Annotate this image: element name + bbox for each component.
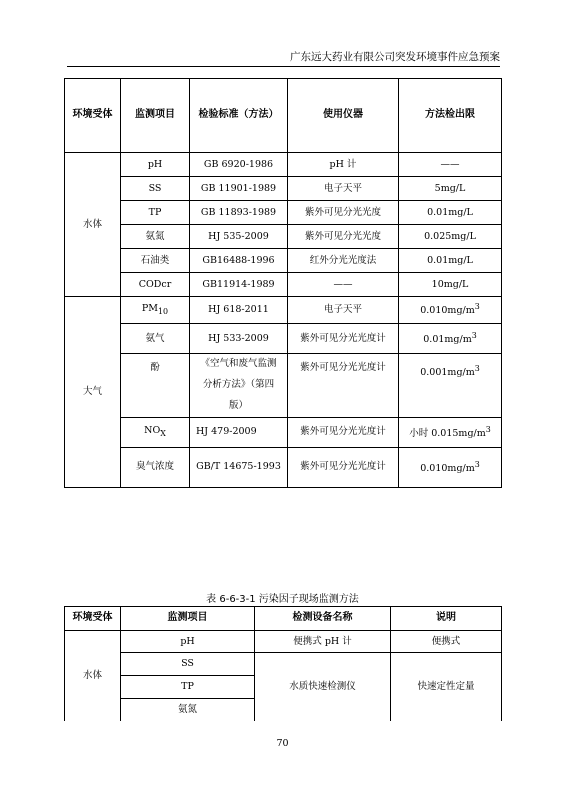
- cell: GB11914-1989: [190, 273, 288, 297]
- cell: 氨氮: [121, 225, 190, 249]
- col-header: 监测项目: [121, 79, 190, 153]
- cell: 《空气和废气监测分析方法》（第四版）: [190, 354, 288, 418]
- cell: [121, 417, 190, 447]
- cell: 氨氮: [121, 699, 255, 721]
- limit-value: 0.01mg/m: [423, 334, 472, 346]
- limit-superscript: 3: [474, 364, 480, 373]
- col-header: 环境受体: [65, 79, 121, 153]
- page-number: 70: [276, 738, 289, 749]
- cell: 电子天平: [288, 177, 399, 201]
- table-row: [65, 249, 502, 273]
- nox-subscript: X: [160, 429, 166, 439]
- cell: 酚: [121, 354, 190, 418]
- cell: pH 计: [288, 153, 399, 177]
- cell: TP: [121, 201, 190, 225]
- group-cell-air: 大气: [65, 297, 121, 488]
- limit-value: 小时 0.015mg/m: [409, 427, 486, 439]
- col-header: 环境受体: [65, 607, 121, 631]
- col-header: 使用仪器: [288, 79, 399, 153]
- table-header-row: [65, 79, 502, 153]
- table-row: [65, 297, 502, 324]
- table-row: [65, 273, 502, 297]
- table-caption: 表 6-6-3-1 污染因子现场监测方法: [206, 594, 359, 605]
- table-row: [65, 324, 502, 354]
- limit-superscript: 3: [485, 424, 491, 434]
- cell: HJ 618-2011: [190, 297, 288, 324]
- cell: 臭气浓度: [121, 447, 190, 487]
- cell: HJ 535-2009: [190, 225, 288, 249]
- cell: pH: [121, 631, 255, 653]
- cell: ——: [399, 153, 502, 177]
- col-header: 监测项目: [121, 607, 255, 631]
- group-cell-water: 水体: [65, 153, 121, 297]
- cell: HJ 533-2009: [190, 324, 288, 354]
- field-monitoring-table: [64, 606, 502, 721]
- cell: ——: [288, 273, 399, 297]
- cell: pH: [121, 153, 190, 177]
- table-row: [65, 225, 502, 249]
- cell: TP: [121, 676, 255, 699]
- table-row: [65, 153, 502, 177]
- limit-value: 0.010mg/m: [420, 305, 475, 317]
- table-header-row: [65, 607, 502, 631]
- cell: 5mg/L: [399, 177, 502, 201]
- col-header: 检测设备名称: [255, 607, 391, 631]
- cell: 0.01mg/L: [399, 201, 502, 225]
- cell: HJ 479-2009: [190, 417, 288, 447]
- nox-name: NO: [144, 425, 161, 437]
- cell: [399, 447, 502, 487]
- cell: 0.01mg/L: [399, 249, 502, 273]
- cell: 便携式 pH 计: [255, 631, 391, 653]
- cell: 紫外可见分光光度: [288, 225, 399, 249]
- cell: [399, 324, 502, 354]
- limit-value: 0.001mg/m: [420, 367, 475, 379]
- limit-superscript: 3: [474, 302, 480, 312]
- table-row: [65, 631, 502, 653]
- cell: 紫外可见分光光度计: [288, 417, 399, 447]
- cell: GB16488-1996: [190, 249, 288, 273]
- cell: 紫外可见分光光度计: [288, 447, 399, 487]
- pm-name: PM: [141, 303, 159, 315]
- col-header: 方法检出限: [399, 79, 502, 153]
- limit-superscript: 3: [474, 459, 480, 469]
- col-header: 检验标准（方法）: [190, 79, 288, 153]
- group-cell-water: 水体: [65, 631, 121, 721]
- cell: [399, 297, 502, 324]
- pm-subscript: 10: [158, 307, 169, 316]
- table-row: [65, 447, 502, 487]
- table-row: [65, 653, 502, 676]
- cell: 10mg/L: [399, 273, 502, 297]
- cell: 0.025mg/L: [399, 225, 502, 249]
- cell: SS: [121, 653, 255, 676]
- cell: CODcr: [121, 273, 190, 297]
- cell: 氨气: [121, 324, 190, 354]
- cell: 电子天平: [288, 297, 399, 324]
- cell: 水质快速检测仪: [255, 653, 391, 721]
- cell: 紫外可见分光光度: [288, 201, 399, 225]
- cell: 石油类: [121, 249, 190, 273]
- cell: GB 6920-1986: [190, 153, 288, 177]
- header-rule: [67, 66, 500, 67]
- cell: GB 11901-1989: [190, 177, 288, 201]
- col-header: 说明: [391, 607, 502, 631]
- table-row: [65, 177, 502, 201]
- monitoring-methods-table: [64, 78, 502, 488]
- cell: 红外分光光度法: [288, 249, 399, 273]
- limit-superscript: 3: [471, 330, 477, 340]
- table-row: [65, 354, 502, 386]
- table-row: [65, 417, 502, 447]
- cell: [399, 417, 502, 447]
- cell: 紫外可见分光光度计: [288, 324, 399, 354]
- cell: 快速定性定量: [391, 653, 502, 721]
- cell: [399, 354, 502, 418]
- limit-value: 0.010mg/m: [420, 462, 475, 474]
- cell: GB/T 14675-1993: [190, 447, 288, 487]
- cell: GB 11893-1989: [190, 201, 288, 225]
- cell: 紫外可见分光光度计: [288, 354, 399, 418]
- page-header-title: 广东远大药业有限公司突发环境事件应急预案: [290, 51, 500, 63]
- cell: SS: [121, 177, 190, 201]
- table-row: [65, 201, 502, 225]
- cell: 便携式: [391, 631, 502, 653]
- cell: [121, 297, 190, 324]
